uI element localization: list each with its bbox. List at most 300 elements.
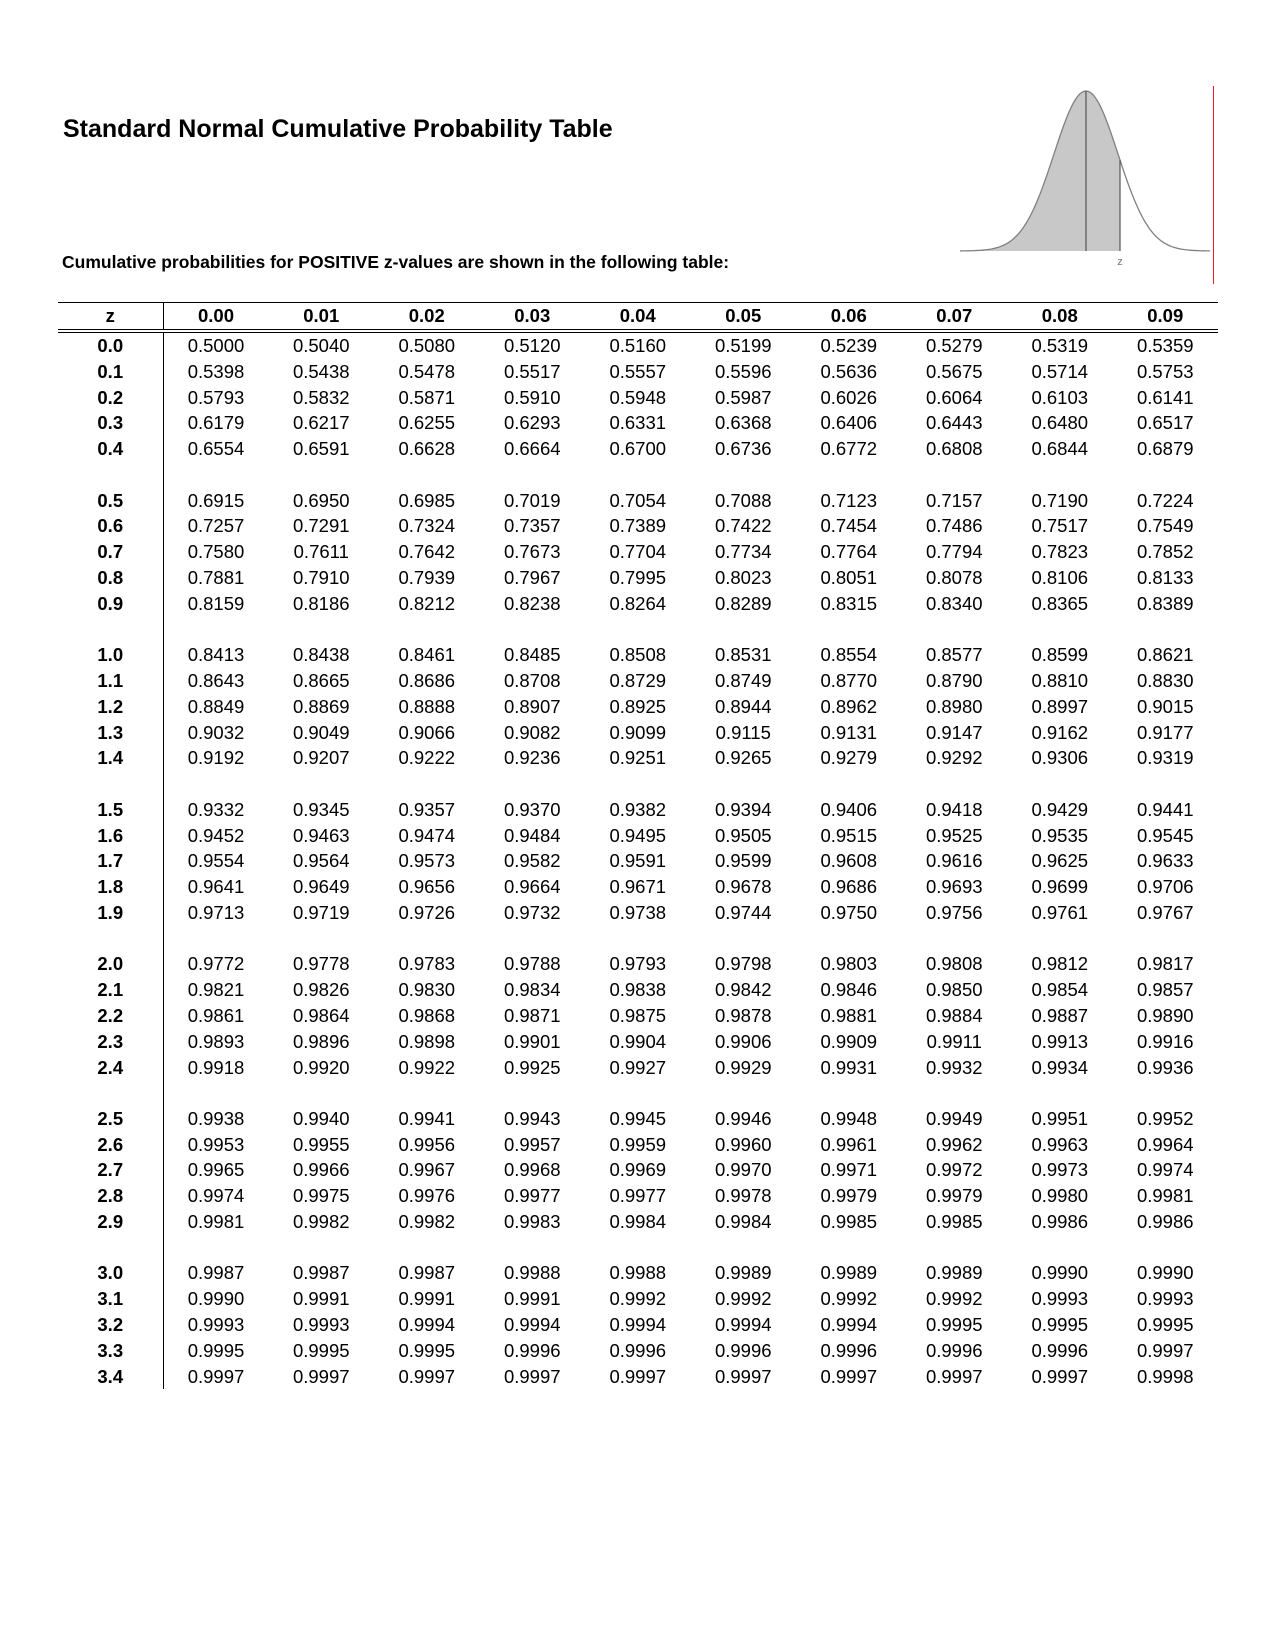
spacer-cell [58, 462, 163, 488]
probability-cell: 0.7517 [1031, 515, 1089, 537]
group-spacer-row [58, 1235, 1218, 1261]
probability-cell: 0.9147 [925, 721, 983, 743]
spacer-cell [374, 771, 480, 797]
probability-cell: 0.9934 [1031, 1056, 1089, 1078]
probability-cell: 0.9418 [925, 798, 983, 820]
probability-cell: 0.9968 [503, 1159, 561, 1181]
z-value-cell: 0.4 [58, 436, 163, 462]
probability-cell: 0.9049 [292, 721, 350, 743]
caption-prefix: Cumulative probabilities for [62, 252, 299, 272]
table-row [58, 951, 1218, 977]
spacer-cell [902, 1080, 1008, 1106]
spacer-cell [1113, 462, 1219, 488]
probability-cell: 0.8708 [503, 669, 561, 691]
table-row [58, 720, 1218, 746]
probability-cell: 0.9978 [714, 1185, 772, 1207]
probability-cell: 0.9996 [714, 1339, 772, 1361]
probability-cell: 0.5319 [1031, 335, 1089, 356]
probability-cell: 0.9984 [714, 1211, 772, 1233]
spacer-cell [1007, 617, 1113, 643]
column-header: 0.09 [1113, 303, 1219, 332]
z-value-cell: 1.9 [58, 900, 163, 926]
spacer-cell [1113, 1080, 1219, 1106]
probability-cell: 0.9981 [1136, 1185, 1194, 1207]
probability-cell: 0.9474 [398, 824, 456, 846]
probability-cell: 0.9994 [503, 1314, 561, 1336]
probability-cell: 0.9808 [925, 953, 983, 975]
probability-cell: 0.7852 [1136, 541, 1194, 563]
probability-cell: 0.9911 [926, 1030, 982, 1052]
spacer-cell [796, 462, 902, 488]
probability-cell: 0.6331 [609, 412, 667, 434]
probability-cell: 0.8554 [820, 644, 878, 666]
probability-cell: 0.9951 [1031, 1107, 1089, 1129]
probability-cell: 0.9994 [398, 1314, 456, 1336]
shaded-area [960, 91, 1120, 251]
probability-cell: 0.6736 [714, 438, 772, 460]
probability-cell: 0.9884 [925, 1004, 983, 1026]
probability-cell: 0.7190 [1031, 489, 1089, 511]
probability-cell: 0.5359 [1136, 335, 1194, 356]
probability-cell: 0.9878 [714, 1004, 772, 1026]
probability-cell: 0.7823 [1031, 541, 1089, 563]
table-row [58, 331, 1218, 359]
table-row [58, 797, 1218, 823]
probability-cell: 0.8790 [925, 669, 983, 691]
probability-cell: 0.7881 [187, 566, 245, 588]
probability-cell: 0.9706 [1136, 876, 1194, 898]
spacer-cell [269, 617, 375, 643]
probability-cell: 0.9998 [1136, 1365, 1194, 1387]
probability-cell: 0.9726 [398, 901, 456, 923]
probability-cell: 0.8186 [292, 592, 350, 614]
table-row [58, 977, 1218, 1003]
probability-cell: 0.8531 [714, 644, 772, 666]
probability-cell: 0.5239 [820, 335, 878, 356]
spacer-cell [480, 1235, 586, 1261]
probability-cell: 0.9977 [609, 1185, 667, 1207]
probability-cell: 0.9995 [292, 1339, 350, 1361]
probability-cell: 0.9857 [1136, 979, 1194, 1001]
probability-cell: 0.9992 [925, 1288, 983, 1310]
probability-cell: 0.9986 [1031, 1211, 1089, 1233]
probability-cell: 0.8810 [1031, 669, 1089, 691]
spacer-cell [585, 1080, 691, 1106]
probability-cell: 0.9997 [925, 1365, 983, 1387]
table-row [58, 668, 1218, 694]
probability-cell: 0.9162 [1031, 721, 1089, 743]
probability-cell: 0.5040 [292, 335, 350, 356]
probability-cell: 0.9965 [187, 1159, 245, 1181]
probability-cell: 0.6293 [503, 412, 561, 434]
probability-cell: 0.9901 [503, 1030, 561, 1052]
z-value-cell: 3.1 [58, 1286, 163, 1312]
probability-cell: 0.8888 [398, 695, 456, 717]
probability-cell: 0.9678 [714, 876, 772, 898]
spacer-cell [691, 926, 797, 952]
probability-cell: 0.6879 [1136, 438, 1194, 460]
probability-cell: 0.9980 [1031, 1185, 1089, 1207]
probability-cell: 0.9756 [925, 901, 983, 923]
probability-cell: 0.9949 [925, 1107, 983, 1129]
probability-cell: 0.9997 [503, 1365, 561, 1387]
probability-cell: 0.8340 [925, 592, 983, 614]
probability-cell: 0.9554 [187, 850, 245, 872]
probability-cell: 0.8925 [609, 695, 667, 717]
probability-cell: 0.8508 [609, 644, 667, 666]
probability-cell: 0.8413 [187, 644, 245, 666]
probability-cell: 0.9989 [925, 1262, 983, 1284]
probability-cell: 0.9898 [398, 1030, 456, 1052]
spacer-cell [585, 1235, 691, 1261]
probability-cell: 0.5478 [398, 360, 456, 382]
probability-cell: 0.7910 [292, 566, 350, 588]
probability-cell: 0.7088 [714, 489, 772, 511]
probability-cell: 0.6915 [187, 489, 245, 511]
spacer-cell [58, 1080, 163, 1106]
spacer-cell [58, 617, 163, 643]
probability-cell: 0.9927 [609, 1056, 667, 1078]
probability-cell: 0.8389 [1136, 592, 1194, 614]
probability-cell: 0.7939 [398, 566, 456, 588]
probability-cell: 0.9871 [503, 1004, 561, 1026]
probability-cell: 0.6517 [1136, 412, 1194, 434]
table-row [58, 410, 1218, 436]
probability-cell: 0.9953 [187, 1133, 245, 1155]
z-value-cell: 2.9 [58, 1209, 163, 1235]
z-value-cell: 1.6 [58, 823, 163, 849]
probability-cell: 0.8023 [714, 566, 772, 588]
probability-cell: 0.9987 [292, 1262, 350, 1284]
probability-cell: 0.6700 [609, 438, 667, 460]
table-row [58, 359, 1218, 385]
probability-cell: 0.9964 [1136, 1133, 1194, 1155]
table-row [58, 823, 1218, 849]
probability-cell: 0.8264 [609, 592, 667, 614]
table-row [58, 1183, 1218, 1209]
probability-cell: 0.8438 [292, 644, 350, 666]
probability-cell: 0.9573 [398, 850, 456, 872]
probability-cell: 0.9959 [609, 1133, 667, 1155]
probability-cell: 0.9842 [714, 979, 772, 1001]
probability-cell: 0.6255 [398, 412, 456, 434]
probability-cell: 0.6026 [820, 386, 878, 408]
probability-cell: 0.9997 [609, 1365, 667, 1387]
probability-cell: 0.8944 [714, 695, 772, 717]
probability-cell: 0.7389 [609, 515, 667, 537]
probability-cell: 0.9997 [187, 1365, 245, 1387]
column-header: 0.02 [374, 303, 480, 332]
column-header: 0.04 [585, 303, 691, 332]
z-value-cell: 0.5 [58, 488, 163, 514]
probability-cell: 0.7549 [1136, 515, 1194, 537]
z-column-header: z [58, 303, 163, 332]
table-row [58, 539, 1218, 565]
probability-cell: 0.6141 [1136, 386, 1194, 408]
probability-cell: 0.7324 [398, 515, 456, 537]
probability-cell: 0.9963 [1031, 1133, 1089, 1155]
probability-cell: 0.9591 [609, 850, 667, 872]
spacer-cell [1007, 1235, 1113, 1261]
spacer-cell [796, 1080, 902, 1106]
spacer-cell [1007, 771, 1113, 797]
table-row [58, 874, 1218, 900]
probability-cell: 0.9812 [1031, 953, 1089, 975]
caption-emphasis: POSITIVE [298, 252, 380, 272]
probability-cell: 0.5000 [187, 335, 245, 356]
spacer-cell [902, 1235, 1008, 1261]
table-body [58, 331, 1218, 1389]
probability-cell: 0.7794 [925, 541, 983, 563]
probability-cell: 0.9505 [714, 824, 772, 846]
spacer-cell [902, 617, 1008, 643]
probability-cell: 0.9265 [714, 747, 772, 769]
probability-cell: 0.9994 [820, 1314, 878, 1336]
probability-cell: 0.7054 [609, 489, 667, 511]
probability-cell: 0.5675 [925, 360, 983, 382]
z-value-cell: 1.0 [58, 642, 163, 668]
probability-cell: 0.9699 [1031, 876, 1089, 898]
z-value-cell: 1.8 [58, 874, 163, 900]
probability-cell: 0.8997 [1031, 695, 1089, 717]
probability-cell: 0.8106 [1031, 566, 1089, 588]
probability-cell: 0.9783 [398, 953, 456, 975]
table-row [58, 1157, 1218, 1183]
probability-cell: 0.9996 [503, 1339, 561, 1361]
probability-cell: 0.9955 [292, 1133, 350, 1155]
probability-cell: 0.9236 [503, 747, 561, 769]
spacer-cell [374, 1235, 480, 1261]
table-row [58, 900, 1218, 926]
spacer-cell [163, 1235, 269, 1261]
probability-cell: 0.9983 [503, 1211, 561, 1233]
probability-cell: 0.5753 [1136, 360, 1194, 382]
probability-cell: 0.9616 [925, 850, 983, 872]
z-value-cell: 1.4 [58, 745, 163, 771]
probability-cell: 0.9938 [187, 1107, 245, 1129]
probability-cell: 0.9945 [609, 1107, 667, 1129]
probability-cell: 0.9956 [398, 1133, 456, 1155]
spacer-cell [163, 771, 269, 797]
probability-cell: 0.9370 [503, 798, 561, 820]
probability-cell: 0.9936 [1136, 1056, 1194, 1078]
probability-cell: 0.9994 [714, 1314, 772, 1336]
probability-cell: 0.9940 [292, 1107, 350, 1129]
spacer-cell [1113, 771, 1219, 797]
probability-cell: 0.7967 [503, 566, 561, 588]
probability-cell: 0.9441 [1136, 798, 1194, 820]
probability-cell: 0.9996 [1031, 1339, 1089, 1361]
probability-cell: 0.9989 [714, 1262, 772, 1284]
table-row [58, 513, 1218, 539]
probability-cell: 0.6664 [503, 438, 561, 460]
probability-cell: 0.9986 [1136, 1211, 1194, 1233]
z-value-cell: 1.3 [58, 720, 163, 746]
probability-cell: 0.9564 [292, 850, 350, 872]
probability-cell: 0.9887 [1031, 1004, 1089, 1026]
probability-cell: 0.9909 [820, 1030, 878, 1052]
group-spacer-row [58, 462, 1218, 488]
probability-cell: 0.9975 [292, 1185, 350, 1207]
z-value-cell: 0.6 [58, 513, 163, 539]
spacer-cell [585, 617, 691, 643]
probability-cell: 0.9452 [187, 824, 245, 846]
spacer-cell [480, 617, 586, 643]
probability-cell: 0.9974 [187, 1185, 245, 1207]
spacer-cell [480, 926, 586, 952]
probability-cell: 0.9767 [1136, 901, 1194, 923]
probability-cell: 0.9989 [820, 1262, 878, 1284]
spacer-cell [902, 771, 1008, 797]
z-value-cell: 0.9 [58, 591, 163, 617]
probability-cell: 0.9974 [1136, 1159, 1194, 1181]
probability-cell: 0.9429 [1031, 798, 1089, 820]
z-value-cell: 1.5 [58, 797, 163, 823]
probability-cell: 0.8485 [503, 644, 561, 666]
probability-cell: 0.9995 [925, 1314, 983, 1336]
probability-cell: 0.9222 [398, 747, 456, 769]
z-value-cell: 3.2 [58, 1312, 163, 1338]
probability-cell: 0.8665 [292, 669, 350, 691]
spacer-cell [374, 1080, 480, 1106]
probability-cell: 0.7486 [925, 515, 983, 537]
table-row [58, 1029, 1218, 1055]
probability-cell: 0.8980 [925, 695, 983, 717]
table-row [58, 1338, 1218, 1364]
probability-cell: 0.9993 [187, 1314, 245, 1336]
probability-cell: 0.9984 [609, 1211, 667, 1233]
spacer-cell [1007, 1080, 1113, 1106]
z-value-cell: 2.1 [58, 977, 163, 1003]
probability-cell: 0.9997 [820, 1365, 878, 1387]
table-row [58, 1003, 1218, 1029]
probability-cell: 0.9982 [292, 1211, 350, 1233]
spacer-cell [58, 771, 163, 797]
z-value-cell: 2.4 [58, 1055, 163, 1081]
probability-cell: 0.7734 [714, 541, 772, 563]
spacer-cell [1113, 1235, 1219, 1261]
z-value-cell: 2.3 [58, 1029, 163, 1055]
probability-cell: 0.9997 [1031, 1365, 1089, 1387]
probability-cell: 0.9625 [1031, 850, 1089, 872]
column-header: 0.06 [796, 303, 902, 332]
probability-cell: 0.9495 [609, 824, 667, 846]
probability-cell: 0.9032 [187, 721, 245, 743]
probability-cell: 0.9830 [398, 979, 456, 1001]
probability-cell: 0.6217 [292, 412, 350, 434]
spacer-cell [163, 926, 269, 952]
probability-cell: 0.7224 [1136, 489, 1194, 511]
probability-cell: 0.9525 [925, 824, 983, 846]
probability-cell: 0.7157 [925, 489, 983, 511]
spacer-cell [1113, 617, 1219, 643]
probability-cell: 0.9890 [1136, 1004, 1194, 1026]
probability-cell: 0.9515 [820, 824, 878, 846]
probability-cell: 0.9192 [187, 747, 245, 769]
probability-cell: 0.9916 [1136, 1030, 1194, 1052]
table-row [58, 591, 1218, 617]
probability-cell: 0.9671 [609, 876, 667, 898]
probability-cell: 0.8830 [1136, 669, 1194, 691]
spacer-cell [480, 771, 586, 797]
probability-cell: 0.9406 [820, 798, 878, 820]
table-row [58, 565, 1218, 591]
probability-cell: 0.5160 [609, 335, 667, 356]
probability-cell: 0.5871 [398, 386, 456, 408]
probability-cell: 0.9821 [187, 979, 245, 1001]
spacer-cell [269, 1235, 375, 1261]
z-value-cell: 3.4 [58, 1364, 163, 1390]
probability-cell: 0.8869 [292, 695, 350, 717]
probability-cell: 0.8770 [820, 669, 878, 691]
probability-cell: 0.9931 [820, 1056, 878, 1078]
table-row [58, 436, 1218, 462]
probability-cell: 0.9868 [398, 1004, 456, 1026]
z-table [58, 302, 1218, 1389]
z-value-cell: 1.2 [58, 694, 163, 720]
spacer-cell [163, 617, 269, 643]
probability-cell: 0.6406 [820, 412, 878, 434]
probability-cell: 0.9641 [187, 876, 245, 898]
spacer-cell [374, 926, 480, 952]
probability-cell: 0.9952 [1136, 1107, 1194, 1129]
z-marker-label: z [1117, 256, 1123, 268]
probability-cell: 0.9991 [292, 1288, 350, 1310]
z-value-cell: 2.2 [58, 1003, 163, 1029]
probability-cell: 0.9918 [187, 1056, 245, 1078]
table-row [58, 745, 1218, 771]
page-margin-line [1213, 86, 1214, 284]
probability-cell: 0.9967 [398, 1159, 456, 1181]
probability-cell: 0.9306 [1031, 747, 1089, 769]
column-header: 0.01 [269, 303, 375, 332]
probability-cell: 0.8159 [187, 592, 245, 614]
probability-cell: 0.9990 [1031, 1262, 1089, 1284]
column-header: 0.08 [1007, 303, 1113, 332]
table-caption [62, 252, 729, 273]
probability-cell: 0.9995 [1031, 1314, 1089, 1336]
probability-cell: 0.9535 [1031, 824, 1089, 846]
z-value-cell: 1.7 [58, 848, 163, 874]
probability-cell: 0.9977 [503, 1185, 561, 1207]
probability-cell: 0.8729 [609, 669, 667, 691]
probability-cell: 0.9744 [714, 901, 772, 923]
probability-cell: 0.8133 [1136, 566, 1194, 588]
probability-cell: 0.8849 [187, 695, 245, 717]
spacer-cell [691, 1235, 797, 1261]
probability-cell: 0.9973 [1031, 1159, 1089, 1181]
probability-cell: 0.7422 [714, 515, 772, 537]
group-spacer-row [58, 926, 1218, 952]
probability-cell: 0.6772 [820, 438, 878, 460]
probability-cell: 0.5948 [609, 386, 667, 408]
page-title: Standard Normal Cumulative Probability Table [63, 115, 613, 143]
probability-cell: 0.9484 [503, 824, 561, 846]
z-value-cell: 2.8 [58, 1183, 163, 1209]
probability-cell: 0.9922 [398, 1056, 456, 1078]
probability-cell: 0.9925 [503, 1056, 561, 1078]
probability-cell: 0.8962 [820, 695, 878, 717]
spacer-cell [1007, 926, 1113, 952]
probability-cell: 0.6103 [1031, 386, 1089, 408]
probability-cell: 0.5910 [503, 386, 561, 408]
probability-cell: 0.5199 [714, 335, 772, 356]
z-value-cell: 2.0 [58, 951, 163, 977]
probability-cell: 0.9131 [820, 721, 878, 743]
spacer-cell [691, 1080, 797, 1106]
spacer-cell [163, 462, 269, 488]
z-value-cell: 1.1 [58, 668, 163, 694]
